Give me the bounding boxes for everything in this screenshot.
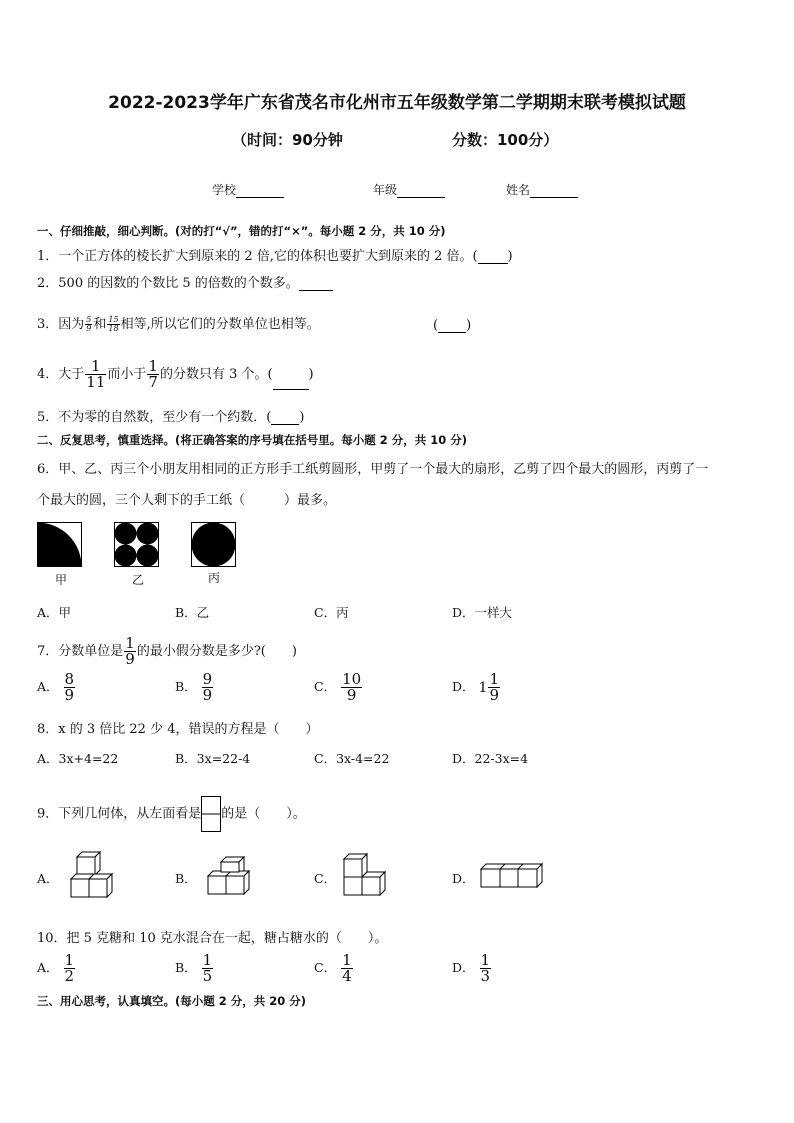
question-5: 5．不为零的自然数，至少有一个约数．( ) [37,410,305,425]
question-3-answer[interactable]: ( ) [433,318,472,333]
section-3-heading: 三、用心思考，认真填空。(每小题 2 分，共 20 分) [37,994,307,1008]
q7-option-b[interactable]: B． $\frac{9}{9}$ [175,670,213,704]
q10-option-a[interactable]: A． $\frac{1}{2}$ [37,951,75,985]
question-9: 9．下列几何体，从左面看是 的是（ ）。 [37,796,306,832]
q10-option-d[interactable]: D． $\frac{1}{3}$ [452,951,491,985]
q6-option-b[interactable]: B．乙 [175,605,210,620]
q6-option-c[interactable]: C．丙 [314,605,349,620]
q8-option-b[interactable]: B．3x=22-4 [175,751,251,766]
question-6-line1: 6．甲、乙、丙三个小朋友用相同的正方形手工纸剪圆形，甲剪了一个最大的扇形，乙剪了四个最大的圆形，丙剪了一 [37,462,709,477]
q9-option-d[interactable]: D． [452,871,475,886]
figure-label-yi: 乙 [132,573,145,587]
question-4: 4．大于 $\frac{1}{11}$ 而小于 $\frac{1}{7}$ 的分数只有 3 个。( ) [37,357,314,391]
q9-option-b[interactable]: B． [175,871,197,886]
q9-option-a[interactable]: A． [37,871,59,886]
q6-option-d[interactable]: D．一样大 [452,605,513,620]
figure-label-bing: 丙 [208,571,221,585]
question-7: 7．分数单位是 $\frac{1}{9}$ 的最小假分数是多少?( ) [37,634,297,668]
section-1-heading: 一、仔细推敲，细心判断。(对的打“√”，错的打“×”。每小题 2 分，共 10 分) [37,224,446,238]
cube-stack-c-icon [341,851,391,903]
question-6-line2: 个最大的圆，三个人剩下的手工纸（ ）最多。 [37,493,337,508]
cube-row-d-icon [479,861,545,891]
q8-option-a[interactable]: A．3x+4=22 [37,751,119,766]
q7-option-a[interactable]: A． $\frac{8}{9}$ [37,670,75,704]
figure-bing [191,522,237,568]
cube-stack-a-icon [68,849,126,905]
q7-option-c[interactable]: C． $\frac{10}{9}$ [314,670,362,704]
school-field[interactable]: 学校 [212,181,284,198]
left-view-icon [201,796,221,832]
q9-option-c[interactable]: C． [314,871,337,886]
section-2-heading: 二、反复思考，慎重选择。(将正确答案的序号填在括号里。每小题 2 分，共 10 分) [37,433,468,447]
q8-option-d[interactable]: D．22-3x=4 [452,751,529,766]
score-info: 分数：100分） [452,131,559,149]
q7-option-d[interactable]: D． 1 $\frac{1}{9}$ [452,670,499,704]
figure-yi [114,522,160,568]
question-2: 2．500 的因数的个数比 5 的倍数的个数多。 [37,272,333,291]
q6-option-a[interactable]: A．甲 [37,605,72,620]
q10-option-b[interactable]: B． $\frac{1}{5}$ [175,951,213,985]
time-info: （时间：90分钟 [232,131,343,149]
q8-option-c[interactable]: C．3x-4=22 [314,751,390,766]
page-title: 2022-2023学年广东省茂名市化州市五年级数学第二学期期末联考模拟试题 [108,93,686,113]
question-3: 3．因为 $\frac{5}{9}$ 和 $\frac{15}{18}$ 相等,所以它们的分数单位也相等。 [37,315,320,333]
q10-option-c[interactable]: C． $\frac{1}{4}$ [314,951,352,985]
name-field[interactable]: 姓名 [506,181,578,198]
question-10: 10．把 5 克糖和 10 克水混合在一起，糖占糖水的（ ）。 [37,931,388,946]
answer-blank[interactable] [299,278,333,291]
figure-jia [37,522,83,568]
grade-field[interactable]: 年级 [373,181,445,198]
question-1: 1．一个正方体的棱长扩大到原来的 2 倍,它的体积也要扩大到原来的 2 倍。( ) [37,249,513,264]
question-8: 8．x 的 3 倍比 22 少 4，错误的方程是（ ） [37,722,319,737]
cube-stack-b-icon [205,856,263,898]
figure-label-jia: 甲 [55,573,68,587]
